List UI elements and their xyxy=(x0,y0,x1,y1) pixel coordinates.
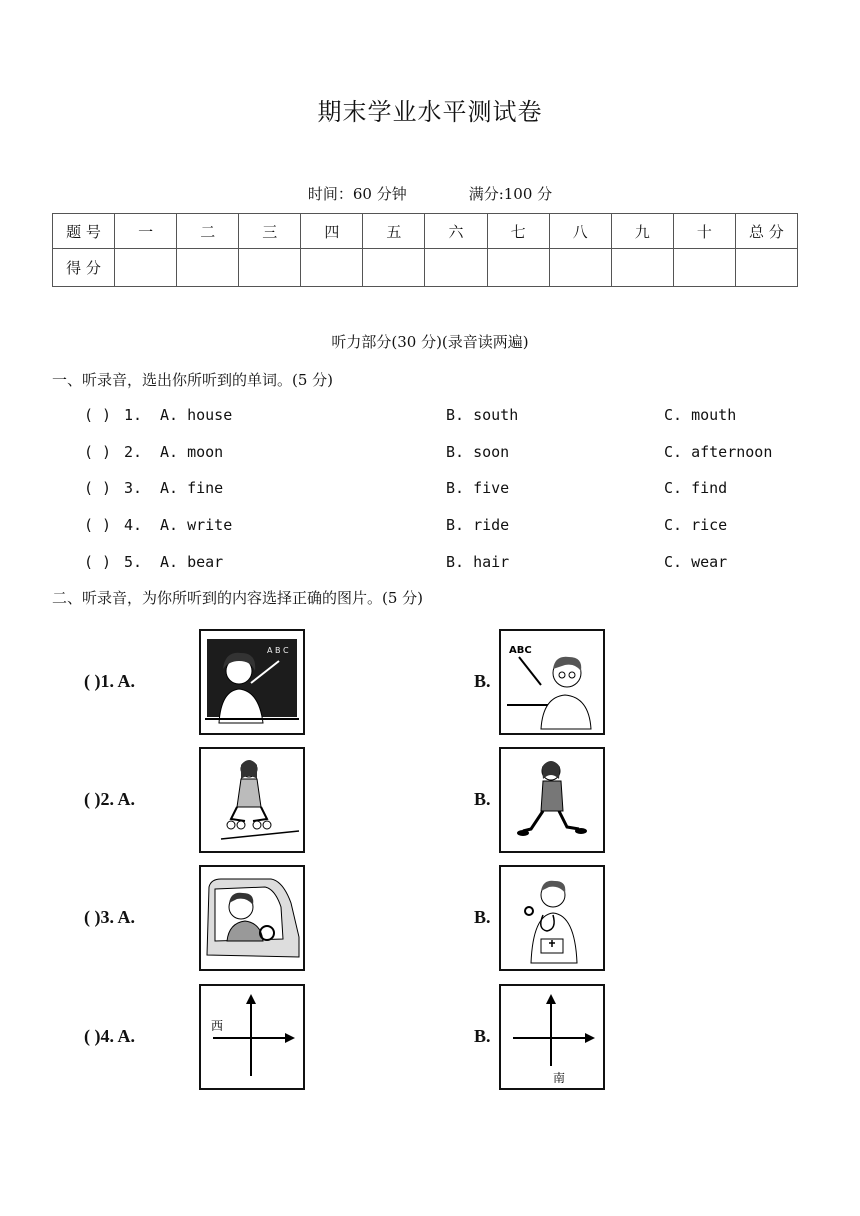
score-cell[interactable] xyxy=(735,249,797,287)
option-c: C. mouth xyxy=(664,406,737,424)
score-header-cell: 总 分 xyxy=(735,214,797,249)
option-c: C. rice xyxy=(664,516,728,534)
option-c: C. find xyxy=(664,479,728,497)
option-b: B. five xyxy=(446,479,510,497)
item-number: 3. xyxy=(124,479,143,497)
score-table-header-row xyxy=(53,214,798,249)
score-header-cell: 一 xyxy=(115,214,177,249)
compass-label-west: 西 xyxy=(211,1019,224,1033)
score-header-cell: 五 xyxy=(363,214,425,249)
score-cell[interactable] xyxy=(673,249,735,287)
exam-meta xyxy=(0,183,860,204)
item-label-b: B. xyxy=(474,789,491,809)
q1-item xyxy=(84,479,824,501)
score-cell[interactable] xyxy=(177,249,239,287)
option-a: A. moon xyxy=(160,443,224,461)
item-label-a: ( )1. A. xyxy=(84,671,135,691)
item-label-b: B. xyxy=(474,1026,491,1046)
score-header-cell: 二 xyxy=(177,214,239,249)
teacher-man-pointer-picture[interactable] xyxy=(499,629,605,735)
item-number: 4. xyxy=(124,516,143,534)
score-header-cell: 十 xyxy=(673,214,735,249)
score-header-cell: 六 xyxy=(425,214,487,249)
q2-item xyxy=(84,629,784,735)
item-number: 5. xyxy=(124,553,143,571)
option-c: C. afternoon xyxy=(664,443,773,461)
item-label-a: ( )3. A. xyxy=(84,907,135,927)
q2-item xyxy=(84,865,784,971)
option-b: B. south xyxy=(446,406,519,424)
score-row-label: 得 分 xyxy=(53,249,115,287)
blackboard-text: A B C xyxy=(267,646,289,655)
answer-blank[interactable]: ( ) xyxy=(84,553,112,571)
score-header-cell: 七 xyxy=(487,214,549,249)
score-table xyxy=(52,213,798,287)
option-a: A. house xyxy=(160,406,233,424)
exam-title: 期末学业水平测试卷 xyxy=(317,98,543,126)
q2-item xyxy=(84,984,784,1090)
score-cell[interactable] xyxy=(487,249,549,287)
item-label-a: ( )4. A. xyxy=(84,1026,135,1046)
option-b: B. hair xyxy=(446,553,510,571)
question-1-heading: 一、听录音，选出你所听到的单词。(5 分) xyxy=(52,371,334,389)
man-driving-car-picture[interactable] xyxy=(199,865,305,971)
option-b: B. ride xyxy=(446,516,510,534)
score-header-cell: 八 xyxy=(549,214,611,249)
score-header-cell: 九 xyxy=(611,214,673,249)
item-number: 2. xyxy=(124,443,143,461)
score-header-cell: 题 号 xyxy=(53,214,115,249)
item-label-b: B. xyxy=(474,907,491,927)
compass-west-picture[interactable] xyxy=(199,984,305,1090)
q1-item xyxy=(84,553,824,575)
girl-running-picture[interactable] xyxy=(499,747,605,853)
q1-item xyxy=(84,406,824,428)
score-cell[interactable] xyxy=(549,249,611,287)
score-cell[interactable] xyxy=(425,249,487,287)
blackboard-text: ABC xyxy=(509,645,532,656)
exam-time: 时间：60 分钟 xyxy=(307,185,407,203)
score-table-score-row xyxy=(53,249,798,287)
option-b: B. soon xyxy=(446,443,510,461)
teacher-woman-blackboard-picture[interactable] xyxy=(199,629,305,735)
answer-blank[interactable]: ( ) xyxy=(84,406,112,424)
option-a: A. bear xyxy=(160,553,224,571)
answer-blank[interactable]: ( ) xyxy=(84,479,112,497)
girl-roller-skating-picture[interactable] xyxy=(199,747,305,853)
score-header-cell: 三 xyxy=(239,214,301,249)
q1-item xyxy=(84,516,824,538)
option-a: A. write xyxy=(160,516,233,534)
item-label-b: B. xyxy=(474,671,491,691)
option-c: C. wear xyxy=(664,553,728,571)
item-label-a: ( )2. A. xyxy=(84,789,135,809)
score-cell[interactable] xyxy=(115,249,177,287)
answer-blank[interactable]: ( ) xyxy=(84,443,112,461)
score-cell[interactable] xyxy=(363,249,425,287)
doctor-stethoscope-picture[interactable] xyxy=(499,865,605,971)
q2-item xyxy=(84,747,784,853)
option-a: A. fine xyxy=(160,479,224,497)
score-cell[interactable] xyxy=(611,249,673,287)
question-2-heading: 二、听录音，为你所听到的内容选择正确的图片。(5 分) xyxy=(52,589,424,607)
score-header-cell: 四 xyxy=(301,214,363,249)
compass-south-picture[interactable] xyxy=(499,984,605,1090)
compass-label-south: 南 xyxy=(553,1071,566,1085)
score-cell[interactable] xyxy=(301,249,363,287)
q1-item xyxy=(84,443,824,465)
answer-blank[interactable]: ( ) xyxy=(84,516,112,534)
exam-full-score: 满分:100 分 xyxy=(468,185,553,203)
listening-section-title: 听力部分(30 分)(录音读两遍) xyxy=(331,333,529,351)
score-cell[interactable] xyxy=(239,249,301,287)
item-number: 1. xyxy=(124,406,143,424)
